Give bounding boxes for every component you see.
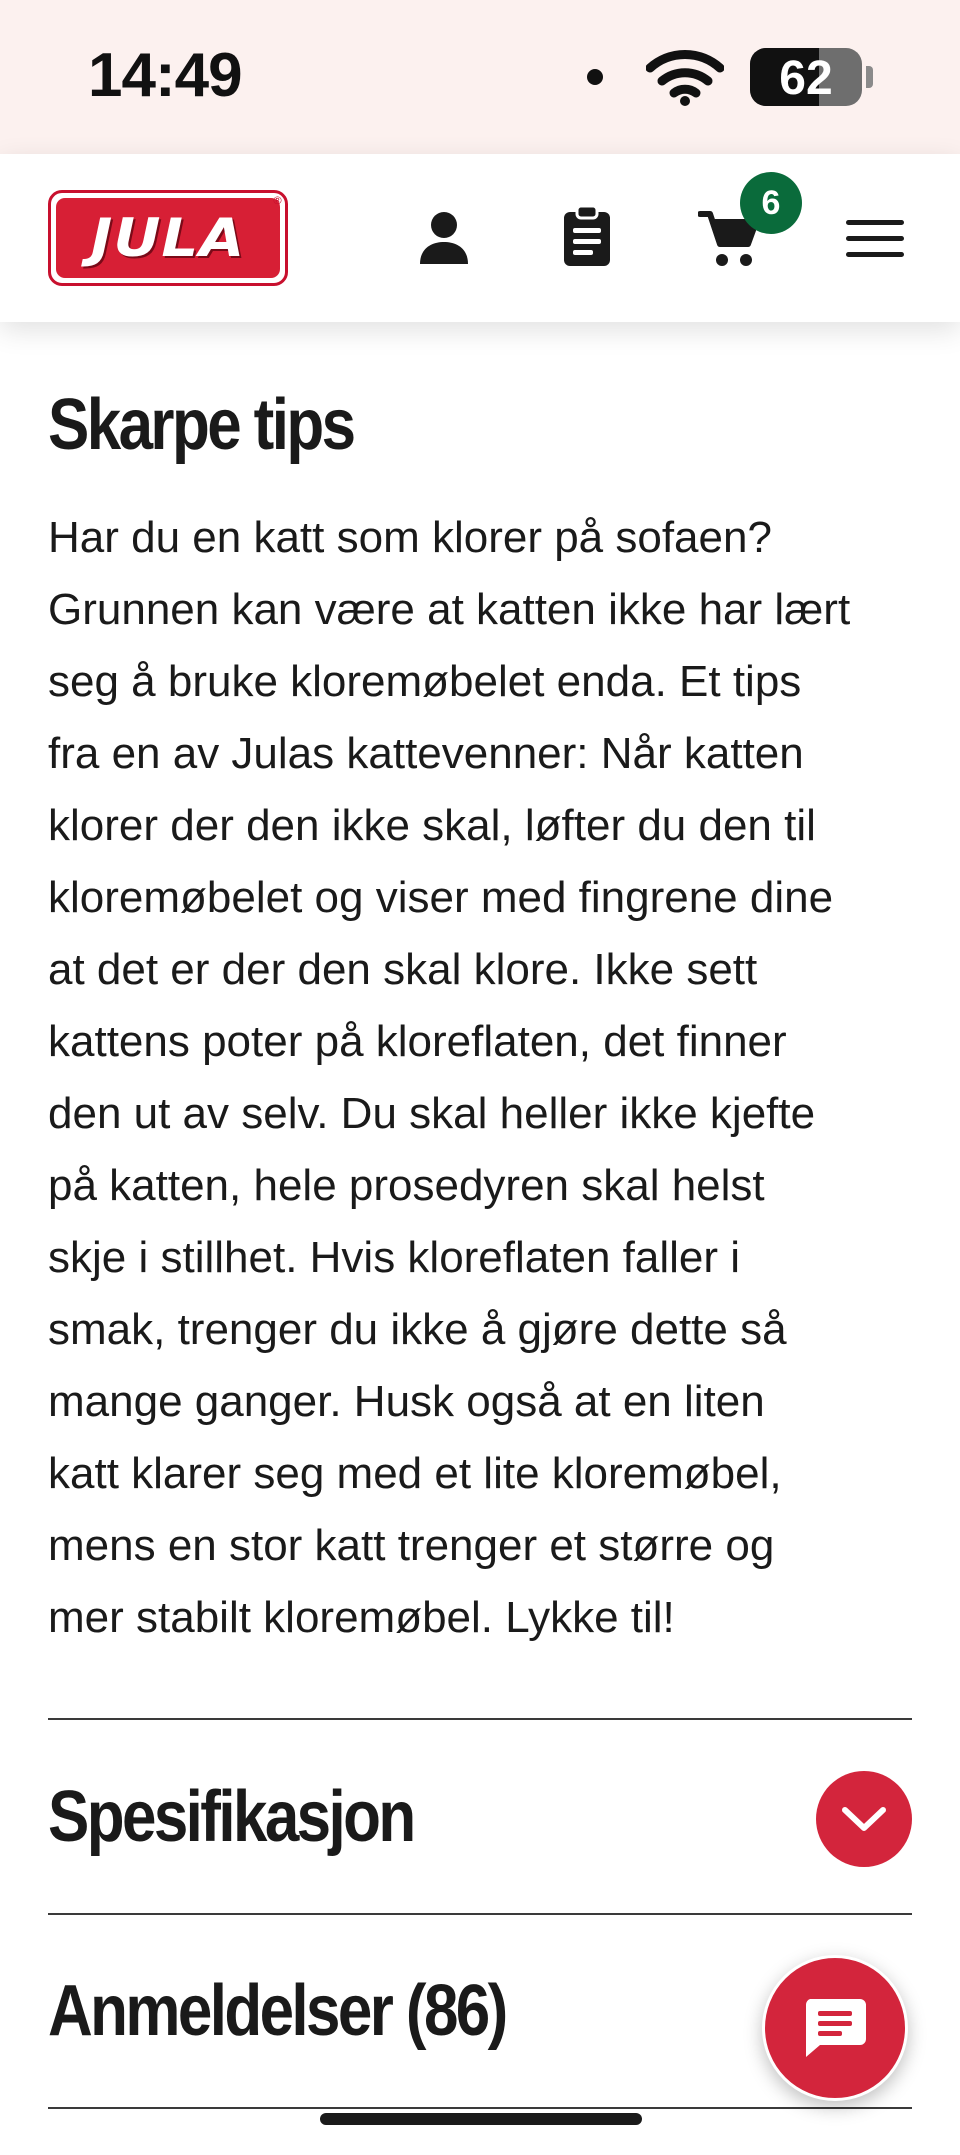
privacy-indicator-dot <box>587 69 603 85</box>
battery-tip <box>866 66 873 88</box>
accordion-reviews[interactable]: Anmeldelser (86) <box>48 1971 506 2051</box>
battery-percent: 62 <box>779 52 833 105</box>
article-line: på katten, hele prosedyren skal helst <box>48 1161 765 1210</box>
specification-toggle-button[interactable] <box>816 1771 912 1867</box>
logo-registered-mark: ® <box>272 194 283 207</box>
clipboard-icon[interactable] <box>562 204 612 268</box>
article-line: katt klarer seg med et lite kloremøbel, <box>48 1449 782 1498</box>
article-line: Grunnen kan være at katten ikke har lært <box>48 585 851 634</box>
divider-top <box>48 1718 912 1720</box>
article-line: at det er der den skal klore. Ikke sett <box>48 945 758 994</box>
status-time: 14:49 <box>88 41 242 110</box>
article-line: mens en stor katt trenger et større og <box>48 1521 775 1570</box>
article-line: fra en av Julas kattevenner: Når katten <box>48 729 804 778</box>
logo-text: JULA <box>90 207 246 269</box>
chat-bubble-icon <box>802 1997 868 2059</box>
article-line: kattens poter på kloreflaten, det finner <box>48 1017 787 1066</box>
article-heading: Skarpe tips <box>48 385 354 465</box>
accordion-specification[interactable]: Spesifikasjon <box>48 1777 414 1857</box>
chevron-down-icon <box>840 1804 888 1834</box>
jula-logo[interactable] <box>48 190 288 286</box>
article-line: mer stabilt kloremøbel. Lykke til! <box>48 1593 675 1642</box>
article-line: seg å bruke kloremøbelet enda. Et tips <box>48 657 802 706</box>
article-line: Har du en katt som klorer på sofaen? <box>48 513 772 562</box>
hamburger-menu-icon[interactable] <box>846 220 904 258</box>
cart-count-badge: 6 <box>740 172 802 234</box>
wifi-icon <box>646 48 724 106</box>
person-icon[interactable] <box>418 210 470 264</box>
article-line: klorer der den ikke skal, løfter du den til <box>48 801 816 850</box>
divider-bottom <box>48 2107 912 2109</box>
article-line: smak, trenger du ikke å gjøre dette så <box>48 1305 787 1354</box>
home-indicator <box>320 2113 642 2125</box>
article-line: mange ganger. Husk også at en liten <box>48 1377 765 1426</box>
status-bar <box>0 0 960 154</box>
logo-plate <box>56 198 280 278</box>
divider-middle <box>48 1913 912 1915</box>
chat-button[interactable] <box>762 1955 908 2101</box>
site-header <box>0 154 960 322</box>
battery-icon <box>750 48 862 106</box>
article-line: den ut av selv. Du skal heller ikke kjefte <box>48 1089 816 1138</box>
article-line: kloremøbelet og viser med fingrene dine <box>48 873 834 922</box>
article-line: skje i stillhet. Hvis kloreflaten faller i <box>48 1233 741 1282</box>
article-body <box>48 502 912 1654</box>
